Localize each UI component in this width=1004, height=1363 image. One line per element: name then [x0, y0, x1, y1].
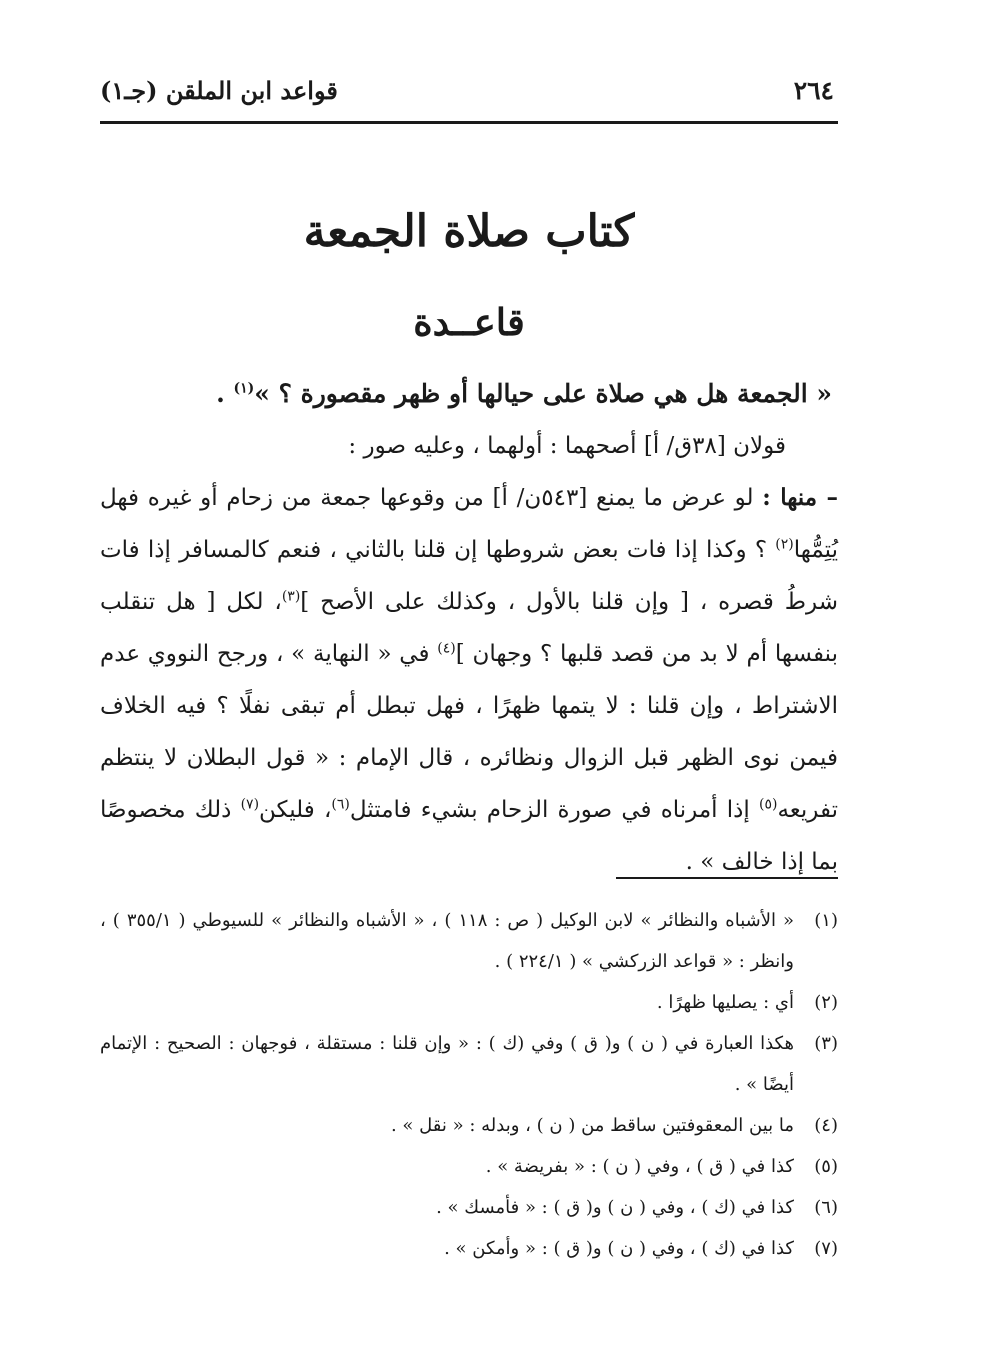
footnote: [100, 1228, 838, 1269]
footnote-ref: (٥): [758, 796, 778, 813]
paragraph-text: لو عرض ما يمنع [٥٤٣ن/ أ] من وقوعها جمعة من زحام أو غيره فهل يُتِمُّها: [100, 485, 838, 563]
book-page: [100, 0, 838, 1363]
footnote-text: ما بين المعقوفتين ساقط من ( ن ) ، وبدله : « نقل » .: [390, 1115, 794, 1136]
footnote-text: كذا في (ك ) ، وفي ( ن ) و( ق ) : « فأمسك » .: [436, 1197, 794, 1218]
chapter-title: كتاب صلاة الجمعة: [303, 206, 635, 257]
footnote-number: (٢): [814, 992, 838, 1013]
paragraph-text: ذلك مخصوصًا بما إذا خالف » .: [100, 797, 838, 875]
paragraph-text: في « النهاية » ، ورجح النووي عدم الاشتراط ، وإن قلنا : لا يتمها ظهرًا ، فهل تبطل أم تبقى نفلًا ؟ فيه الخلاف فيمن نوى الظهر قبل الزوال ونظائره ، قال الإمام : « قول البطلان لا ينتظم تفريعه: [100, 641, 838, 823]
footnote-number: (٧): [814, 1238, 838, 1259]
footnote-number: (٥): [814, 1156, 838, 1177]
footnote: [100, 1187, 838, 1228]
rule-heading: قاعــدة: [413, 300, 525, 344]
footnote: [100, 1146, 838, 1187]
paragraph-text: إذا أمرناه في صورة الزحام بشيء فامتثل: [349, 797, 759, 823]
footnote-text: كذا في (ك ) ، وفي ( ن ) و( ق ) : « وأمكن » .: [444, 1238, 794, 1259]
footnote-ref: (١): [233, 380, 255, 397]
running-header: [100, 74, 838, 118]
footnote-text: « الأشباه والنظائر » لابن الوكيل ( ص : ١١٨ ) ، « الأشباه والنظائر » للسيوطي ( ٣٥٥/١ ) ، وانظر : « قواعد الزركشي » ( ٢٢٤/١ ) .: [100, 910, 794, 972]
paragraph-text: ، لكل [ هل تنقلب بنفسها أم لا بد من قصد قلبها ؟ وجهان ]: [100, 589, 839, 667]
footnote-number: (١): [814, 910, 838, 931]
footnote: [100, 1105, 838, 1146]
footnote-number: (٣): [814, 1033, 838, 1054]
main-paragraph: [100, 472, 838, 888]
footnote-text: كذا في ( ق ) ، وفي ( ن ) : « بفريضة » .: [485, 1156, 794, 1177]
book-title: قواعد ابن الملقن (جـ١): [100, 76, 338, 105]
paragraph-text: ؟ وكذا إذا فات بعض شروطها إن قلنا بالثاني ، فنعم كالمسافر إذا فات شرطُ قصره ، [ وإن قلنا بالأول ، وكذلك على الأصح ]: [100, 537, 838, 615]
rule-question: [100, 368, 838, 420]
page-number: ٢٦٤: [793, 76, 834, 105]
footnote: [100, 900, 838, 982]
footnote-text: أي : يصليها ظهرًا .: [656, 992, 794, 1013]
paragraph-text: ، فليكن: [259, 797, 332, 823]
footnote: [100, 982, 838, 1023]
header-divider: [100, 121, 838, 124]
footnote-number: (٦): [814, 1197, 838, 1218]
footnote-ref: (٢): [775, 536, 794, 553]
paragraph-lead: – منها :: [762, 484, 838, 511]
question-text: « الجمعة هل هي صلاة على حيالها أو ظهر مقصورة ؟ »: [254, 379, 832, 408]
footnote-ref: (٧): [240, 796, 260, 813]
footnote-number: (٤): [814, 1115, 838, 1136]
footnote-divider: [616, 877, 838, 879]
footnote-ref: (٣): [281, 588, 301, 605]
footnotes: [100, 900, 838, 1269]
footnote: [100, 1023, 838, 1105]
intro-line: قولان [٣٨ق/ أ] أصحهما : أولهما ، وعليه صور :: [348, 433, 786, 459]
question-end: .: [216, 379, 225, 408]
footnote-text: هكذا العبارة في ( ن ) و( ق ) وفي (ك ) : « وإن قلنا : مستقلة ، فوجهان : الصحيح : الإتمام أيضًا » .: [100, 1033, 794, 1095]
footnote-ref: (٤): [437, 640, 456, 657]
main-text: [100, 368, 838, 888]
footnote-ref: (٦): [331, 796, 350, 813]
